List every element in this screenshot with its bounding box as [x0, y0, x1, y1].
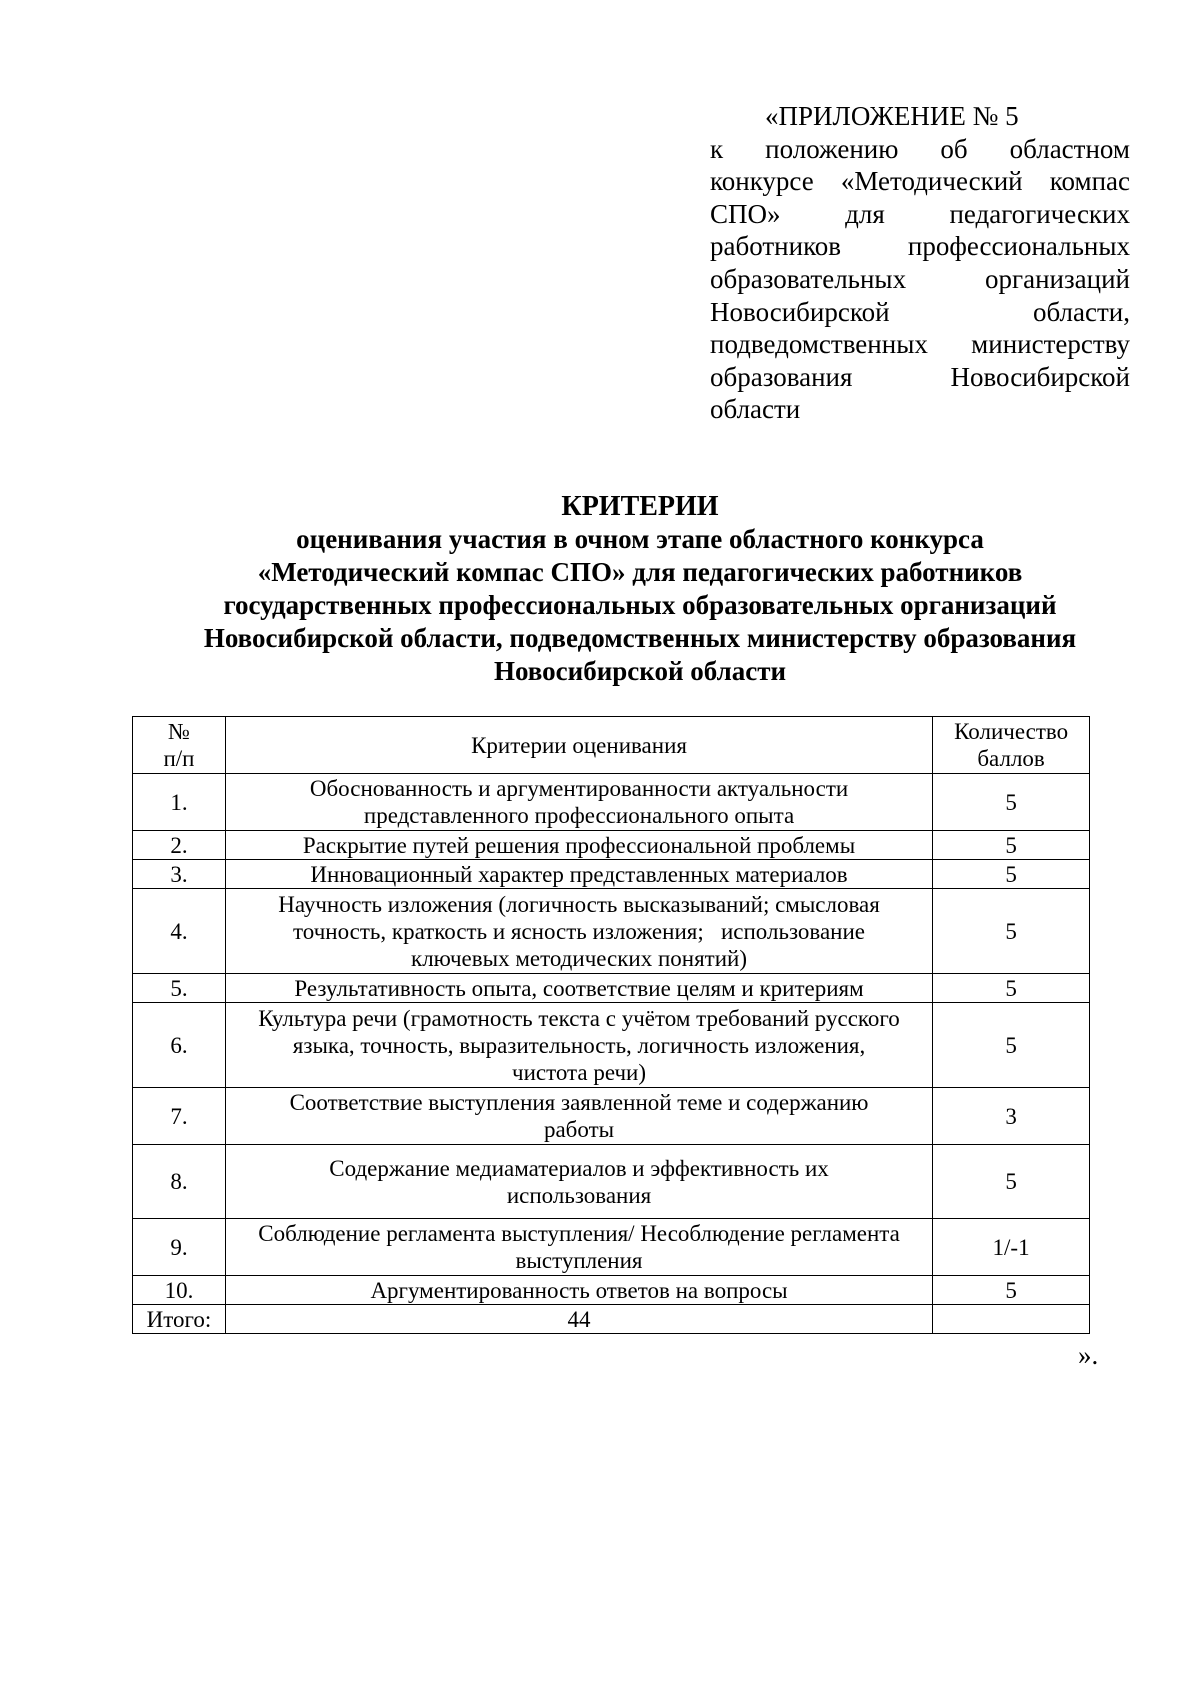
total-value: 44 [225, 1305, 932, 1334]
title-line-4: государственных профессиональных образовательных организаций [223, 590, 1057, 620]
table-row [133, 831, 1090, 860]
table-row [133, 860, 1090, 889]
criterion-line: Культура речи (грамотность текста с учётом требований русского [258, 1005, 900, 1031]
header-points-line-2: баллов [977, 746, 1045, 771]
header-num [133, 717, 226, 774]
table-row [133, 1276, 1090, 1305]
criterion-line: Содержание медиаматериалов и эффективность их [329, 1155, 829, 1181]
title-line-6: Новосибирской области [493, 656, 787, 686]
appendix-block [710, 100, 1130, 426]
row-num: 5. [133, 974, 226, 1003]
row-criterion: Раскрытие путей решения профессиональной проблемы [225, 831, 932, 860]
appendix-text [710, 133, 1130, 426]
table-row [133, 1088, 1090, 1145]
criteria-table [132, 716, 1090, 1334]
title-line-2: оценивания участия в очном этапе областного конкурса [296, 524, 984, 554]
row-num: 9. [133, 1219, 226, 1276]
criterion-line: Соответствие выступления заявленной теме и содержанию [289, 1090, 869, 1115]
criterion-line: Научность изложения (логичность высказываний; смысловая [278, 891, 880, 917]
row-num: 3. [133, 860, 226, 889]
row-points: 5 [933, 1145, 1090, 1219]
row-points: 5 [933, 774, 1090, 831]
table-row [133, 974, 1090, 1003]
appendix-heading: «ПРИЛОЖЕНИЕ № 5 [765, 101, 1019, 131]
criterion-line: языка, точность, выразительность, логичность изложения, [292, 1032, 866, 1058]
row-num: 7. [133, 1088, 226, 1145]
criterion-line: представленного профессионального опыта [363, 803, 795, 828]
criterion-line: Обоснованность и аргументированности актуальности [309, 776, 849, 801]
closing-quote: ». [1078, 1340, 1099, 1370]
row-criterion: Аргументированность ответов на вопросы [225, 1276, 932, 1305]
header-num-line-2: п/п [163, 746, 195, 771]
table-row [133, 1219, 1090, 1276]
title-line-3: «Методический компас СПО» для педагогических работников [257, 557, 1023, 587]
table-header-row [133, 717, 1090, 774]
table-row [133, 1145, 1090, 1219]
row-points: 5 [933, 889, 1090, 974]
criterion-line: чистота речи) [512, 1059, 647, 1085]
appendix-text-last: области [710, 394, 801, 425]
title-line-5: Новосибирской области, подведомственных министерству образования [203, 623, 1077, 653]
header-points-line-1: Количество [954, 719, 1069, 744]
appendix-text-main: к положению об областном конкурсе «Методический компас СПО» для педагогических работников профессиональных образовательных организаций Новосибирской области, подведомственных министерству образования Новосибирской [710, 133, 1130, 392]
title-line-1: КРИТЕРИИ [561, 491, 719, 522]
table-row [133, 1003, 1090, 1088]
row-criterion [225, 1088, 932, 1145]
table-row [133, 774, 1090, 831]
table-total-row [133, 1305, 1090, 1334]
row-points: 5 [933, 974, 1090, 1003]
row-num: 10. [133, 1276, 226, 1305]
row-criterion: Результативность опыта, соответствие целям и критериям [225, 974, 932, 1003]
table-row [133, 889, 1090, 974]
criterion-line: Соблюдение регламента выступления/ Несоблюдение регламента [258, 1221, 900, 1246]
criterion-line: ключевых методических понятий) [411, 945, 748, 971]
row-points: 5 [933, 860, 1090, 889]
row-criterion: Инновационный характер представленных материалов [225, 860, 932, 889]
header-criteria: Критерии оценивания [225, 717, 932, 774]
row-criterion [225, 774, 932, 831]
total-points [933, 1305, 1090, 1334]
row-points: 5 [933, 1003, 1090, 1088]
row-num: 4. [133, 889, 226, 974]
row-points: 1/-1 [933, 1219, 1090, 1276]
criterion-line: использования [506, 1182, 652, 1208]
row-points: 5 [933, 831, 1090, 860]
row-num: 2. [133, 831, 226, 860]
row-criterion [225, 1145, 932, 1219]
row-num: 6. [133, 1003, 226, 1088]
criterion-line: работы [543, 1117, 615, 1142]
total-label: Итого: [133, 1305, 226, 1334]
row-criterion [225, 1003, 932, 1088]
row-num: 8. [133, 1145, 226, 1219]
row-num: 1. [133, 774, 226, 831]
row-points: 5 [933, 1276, 1090, 1305]
row-points: 3 [933, 1088, 1090, 1145]
row-criterion [225, 889, 932, 974]
criterion-line: выступления [515, 1248, 643, 1273]
row-criterion [225, 1219, 932, 1276]
header-points [933, 717, 1090, 774]
header-num-line-1: № [167, 719, 190, 744]
criterion-line: точность, краткость и ясность изложения; использование [293, 918, 866, 944]
document-title [100, 490, 1180, 688]
